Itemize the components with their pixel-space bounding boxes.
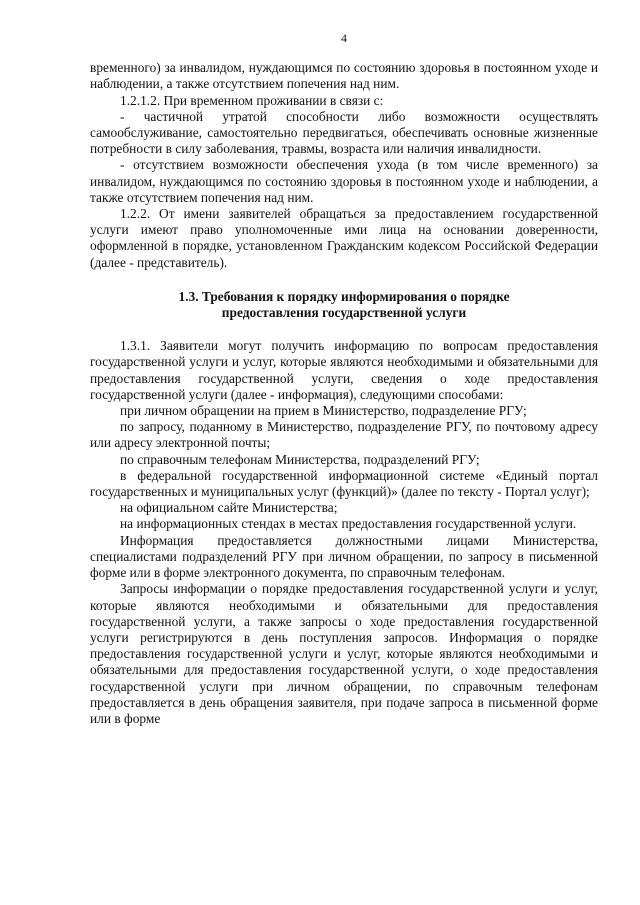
top-text-block: [90, 60, 598, 271]
paragraph: по справочным телефонам Министерства, подразделений РГУ;: [120, 451, 480, 467]
paragraph: - отсутствием возможности обеспечения ухода (в том числе временного) за инвалидом, нуждающимся по состоянию здоровья в постоянном уходе и наблюдении, а также отсутствием попечения над ним.: [90, 157, 598, 205]
paragraph: Информация предоставляется должностными лицами Министерства, специалистами подразделений РГУ при личном обращении, по запросу в письменной форме или в форме электронного документа, по справочным телефонам.: [90, 532, 598, 581]
paragraph: в федеральной государственной информационной системе «Единый портал государственных и муниципальных услуг (функций)» (далее по тексту - Портал услуг);: [90, 467, 598, 500]
section-heading-line: 1.3. Требования к порядку информирования о порядке: [178, 288, 510, 304]
paragraph: 1.2.1.2. При временном проживании в связи с:: [120, 92, 384, 108]
paragraph: при личном обращении на прием в Министерство, подразделение РГУ;: [120, 403, 527, 419]
paragraph: по запросу, поданному в Министерство, подразделение РГУ, по почтовому адресу или адресу электронной почты;: [90, 419, 598, 451]
paragraph: 1.3.1. Заявители могут получить информацию по вопросам предоставления государственной услуги и услуг, которые являются необходимыми и обязательными для предоставления государственной услуги, сведения о ходе предоставления государственной услуги (далее - информация), следующими способами:: [90, 338, 598, 402]
paragraph: на информационных стендах в местах предоставления государственной услуги.: [120, 516, 577, 532]
page-number: 4: [341, 31, 347, 45]
bottom-text-block: [90, 338, 598, 727]
paragraph: на официальном сайте Министерства;: [120, 500, 338, 516]
paragraph: временного) за инвалидом, нуждающимся по состоянию здоровья в постоянном уходе и наблюдении, а также отсутствием попечения над ним.: [90, 60, 598, 92]
section-heading: [90, 289, 598, 321]
section-heading-line: предоставления государственной услуги: [221, 305, 467, 321]
paragraph: Запросы информации о порядке предоставления государственной услуги и услуг, которые являются необходимыми и обязательными для предоставления государственной услуги, а также запросы о ходе предоставления государственной услуги регистрируются в день поступления запросов. Информация о порядке предоставления государственной услуги и услуг, которые являются необходимыми и обязательными для предоставления государственной услуги, о ходе предоставления государственной услуги при личном обращении, по справочным телефонам предоставляется в день обращения заявителя, при подаче запроса в письменной форме или в форме: [90, 581, 598, 726]
paragraph: 1.2.2. От имени заявителей обращаться за предоставлением государственной услуги имеют право уполномоченные ими лица на основании доверенности, оформленной в порядке, установленном Гражданским кодексом Российской Федерации (далее - представитель).: [90, 206, 598, 270]
paragraph: - частичной утратой способности либо возможности осуществлять самообслуживание, самостоятельно передвигаться, обеспечивать основные жизненные потребности в силу заболевания, травмы, возраста или наличия инвалидности.: [90, 108, 598, 157]
